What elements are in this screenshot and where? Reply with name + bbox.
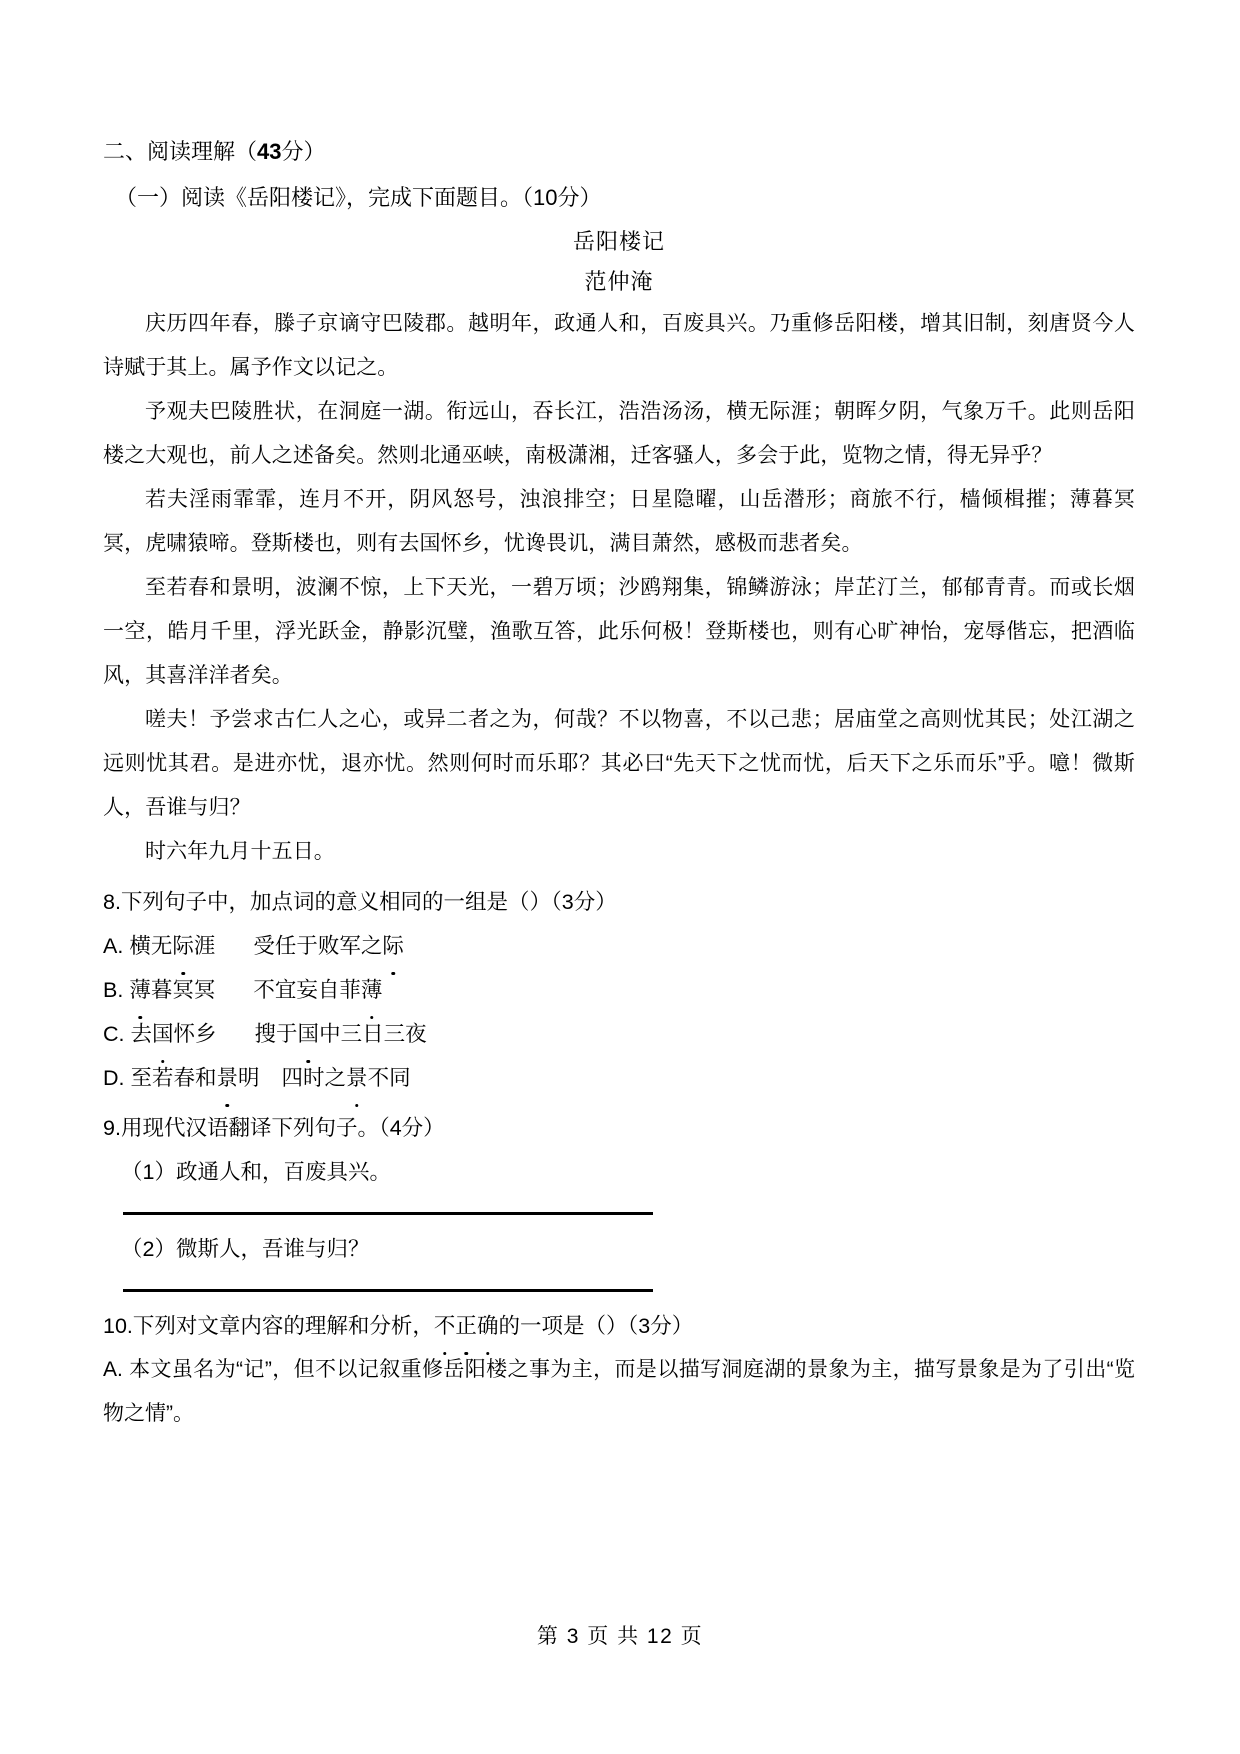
option-label: A. — [103, 934, 124, 958]
option-left-text: 横无际涯 — [129, 934, 215, 958]
section-heading — [103, 130, 1135, 174]
sub-item-label: （2） — [121, 1237, 176, 1261]
question-8-option-c[interactable] — [103, 1012, 1135, 1056]
option-right-text: 受任于败军之际 — [253, 934, 404, 958]
question-10-stem — [103, 1304, 1135, 1348]
passage-title: 岳阳楼记 — [572, 229, 665, 254]
question-9-score: （4分） — [378, 1116, 445, 1140]
option-right-text: 搜于国中三日三夜 — [255, 1022, 427, 1046]
option-label: A. — [103, 1358, 123, 1381]
emphasis-dot-char: 际 — [382, 924, 404, 968]
question-8-blank-open: （ — [507, 890, 530, 914]
question-9-stem — [103, 1106, 1135, 1150]
passage-paragraph-1: 庆历四年春，滕子京谪守巴陵郡。越明年，政通人和，百废具兴。乃重修岳阳楼，增其旧制，刻唐贤今人诗赋于其上。属予作文以记之。 — [103, 312, 1135, 379]
section-score-open: （ — [235, 139, 258, 164]
question-8-number: 8. — [103, 890, 121, 914]
option-label: D. — [103, 1066, 125, 1090]
section-score-value: 43 — [257, 139, 282, 164]
section-number: 二、 — [103, 139, 148, 164]
question-10-blank-open: （ — [584, 1314, 606, 1338]
question-8-text: 下列句子中，加点词的意义相同的一组是 — [120, 890, 508, 914]
section-score-unit: 分 — [281, 139, 304, 164]
emphasis-dot-char: 薄 — [129, 968, 151, 1012]
question-9-number: 9. — [103, 1116, 121, 1140]
question-10-emphasis: 不正确 — [434, 1314, 499, 1338]
emphasis-dot-char: 景 — [346, 1056, 368, 1100]
question-10-option-a[interactable] — [103, 1348, 1135, 1436]
question-9-item-1 — [103, 1150, 1135, 1194]
passage-paragraph-4: 至若春和景明，波澜不惊，上下天光，一碧万顷；沙鸥翔集，锦鳞游泳；岸芷汀兰，郁郁青青。而或长烟一空，皓月千里，浮光跃金，静影沉璧，渔歌互答，此乐何极！登斯楼也，则有心旷神怡，宠辱偕忘，把酒临风，其喜洋洋者矣。 — [103, 576, 1135, 687]
emphasis-dot-char: 景 — [217, 1056, 239, 1100]
passage-paragraph-5: 嗟夫！予尝求古仁人之心，或异二者之为，何哉？不以物喜，不以己悲；居庙堂之高则忧其民；处江湖之远则忧其君。是进亦忧，退亦忧。然则何时而乐耶？其必曰“先天下之忧而忧，后天下之乐而乐”乎。噫！微斯人，吾谁与归？ — [103, 708, 1135, 819]
section-title: 阅读理解 — [147, 139, 236, 164]
passage-paragraph-3: 若夫淫雨霏霏，连月不开，阴风怒号，浊浪排空；日星隐曜，山岳潜形；商旅不行，樯倾楫摧；薄暮冥冥，虎啸猿啼。登斯楼也，则有去国怀乡，忧谗畏讥，满目萧然，感极而悲者矣。 — [103, 488, 1135, 555]
emphasis-dot-char: 国 — [298, 1012, 320, 1056]
answer-line-9-1[interactable] — [123, 1212, 653, 1215]
question-8-option-d[interactable] — [103, 1056, 1135, 1100]
question-10-score: （3分） — [627, 1314, 694, 1338]
answer-line-9-2[interactable] — [123, 1289, 653, 1292]
option-label: C. — [103, 1022, 125, 1046]
option-left-text: 薄暮冥冥 — [129, 978, 215, 1002]
option-right-text: 不宜妄自菲薄 — [253, 978, 382, 1002]
option-label: B. — [103, 978, 124, 1002]
passage-author: 范仲淹 — [584, 269, 654, 294]
emphasis-dot-char: 际 — [172, 924, 194, 968]
question-9-text: 用现代汉语翻译下列句子。 — [120, 1116, 379, 1140]
question-10-blank-close: ） — [605, 1314, 628, 1338]
question-8-stem — [103, 880, 1135, 924]
question-10-number: 10. — [103, 1314, 133, 1338]
option-left-text: 至若春和景明 — [130, 1066, 259, 1090]
passage-paragraph-2: 予观夫巴陵胜状，在洞庭一湖。衔远山，吞长江，浩浩汤汤，横无际涯；朝晖夕阴，气象万千。此则岳阳楼之大观也，前人之述备矣。然则北通巫峡，南极潇湘，迁客骚人，多会于此，览物之情，得无异乎？ — [103, 400, 1135, 467]
sub-item-label: （1） — [121, 1160, 176, 1184]
page-footer: 第 3 页 共 12 页 — [536, 1625, 704, 1648]
subsection-heading: （一）阅读《岳阳楼记》，完成下面题目。（10分） — [115, 185, 602, 210]
option-left-text: 去国怀乡 — [130, 1022, 216, 1046]
question-8-option-a[interactable] — [103, 924, 1135, 968]
option-text: 本文虽名为“记”，但不以记叙重修岳阳楼之事为主，而是以描写洞庭湖的景象为主，描写景象是为了引出“览物之情”。 — [103, 1358, 1135, 1425]
question-9-item-2 — [103, 1227, 1135, 1271]
passage-paragraph-6: 时六年九月十五日。 — [145, 840, 335, 863]
question-10-text-pre: 下列对文章内容的理解和分析， — [132, 1314, 434, 1338]
question-8-score: （3分） — [550, 890, 617, 914]
section-score-close: ） — [303, 139, 326, 164]
question-8-blank-close: ） — [529, 890, 551, 914]
emphasis-dot-char: 薄 — [361, 968, 383, 1012]
emphasis-dot-char: 国 — [152, 1012, 174, 1056]
sub-item-text: 微斯人，吾谁与归？ — [175, 1237, 370, 1261]
sub-item-text: 政通人和，百废具兴。 — [175, 1160, 391, 1184]
question-8-option-b[interactable] — [103, 968, 1135, 1012]
question-10-text-post: 的一项是 — [498, 1314, 585, 1338]
option-right-text: 四时之景不同 — [282, 1066, 411, 1090]
